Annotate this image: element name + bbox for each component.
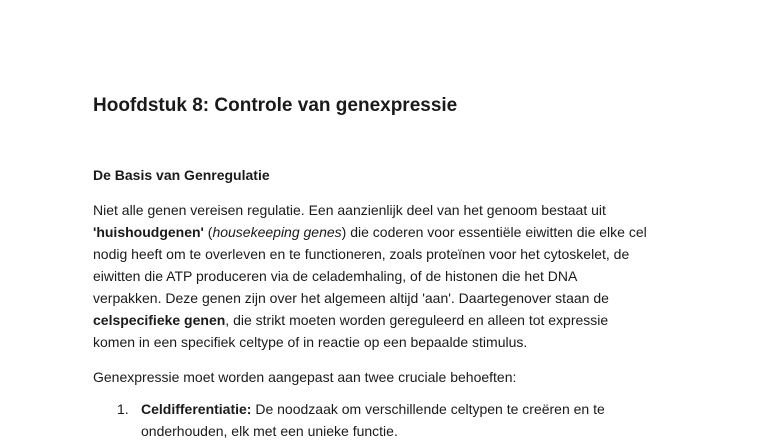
needs-list	[93, 398, 605, 442]
term-cell-specific-genes: celspecifieke genen	[93, 312, 226, 328]
list-item-line	[141, 398, 605, 420]
paragraph-line	[93, 221, 693, 243]
term-cell-differentiation: Celdifferentiatie:	[141, 401, 252, 417]
list-item	[93, 398, 605, 442]
text-fragment: ) die coderen voor essentiële eiwitten die elke cel	[341, 224, 647, 240]
section-heading: De Basis van Genregulatie	[93, 167, 270, 183]
paragraph-line: verpakken. Deze genen zijn over het algemeen altijd 'aan'. Daartegenover staan de	[93, 290, 609, 306]
chapter-title: Hoofdstuk 8: Controle van genexpressie	[93, 95, 458, 116]
list-item-line: onderhouden, elk met een unieke functie.	[141, 423, 398, 439]
text-fragment: De noodzaak om verschillende celtypen te creëren en te	[251, 401, 605, 417]
paragraph-line: nodig heeft om te overleven en te functioneren, zoals proteïnen voor het cytoskelet, de	[93, 246, 630, 262]
paragraph-line: komen in een specifiek celtype of in reactie op een bepaalde stimulus.	[93, 334, 528, 350]
text-fragment: (	[203, 224, 213, 240]
paragraph-line: eiwitten die ATP produceren via de celademhaling, of de histonen die het DNA	[93, 268, 578, 284]
term-housekeeping-genes-english: housekeeping genes	[212, 224, 342, 240]
paragraph-housekeeping-genes	[93, 199, 693, 353]
paragraph-line	[93, 309, 693, 331]
paragraph-two-needs: Genexpressie moet worden aangepast aan twee cruciale behoeften:	[93, 369, 517, 385]
list-item-number: 1.	[117, 401, 129, 417]
text-fragment: , die strikt moeten worden gereguleerd en alleen tot expressie	[225, 312, 609, 328]
term-housekeeping-genes: 'huishoudgenen'	[93, 224, 204, 240]
paragraph-line: Niet alle genen vereisen regulatie. Een aanzienlijk deel van het genoom bestaat uit	[93, 202, 606, 218]
